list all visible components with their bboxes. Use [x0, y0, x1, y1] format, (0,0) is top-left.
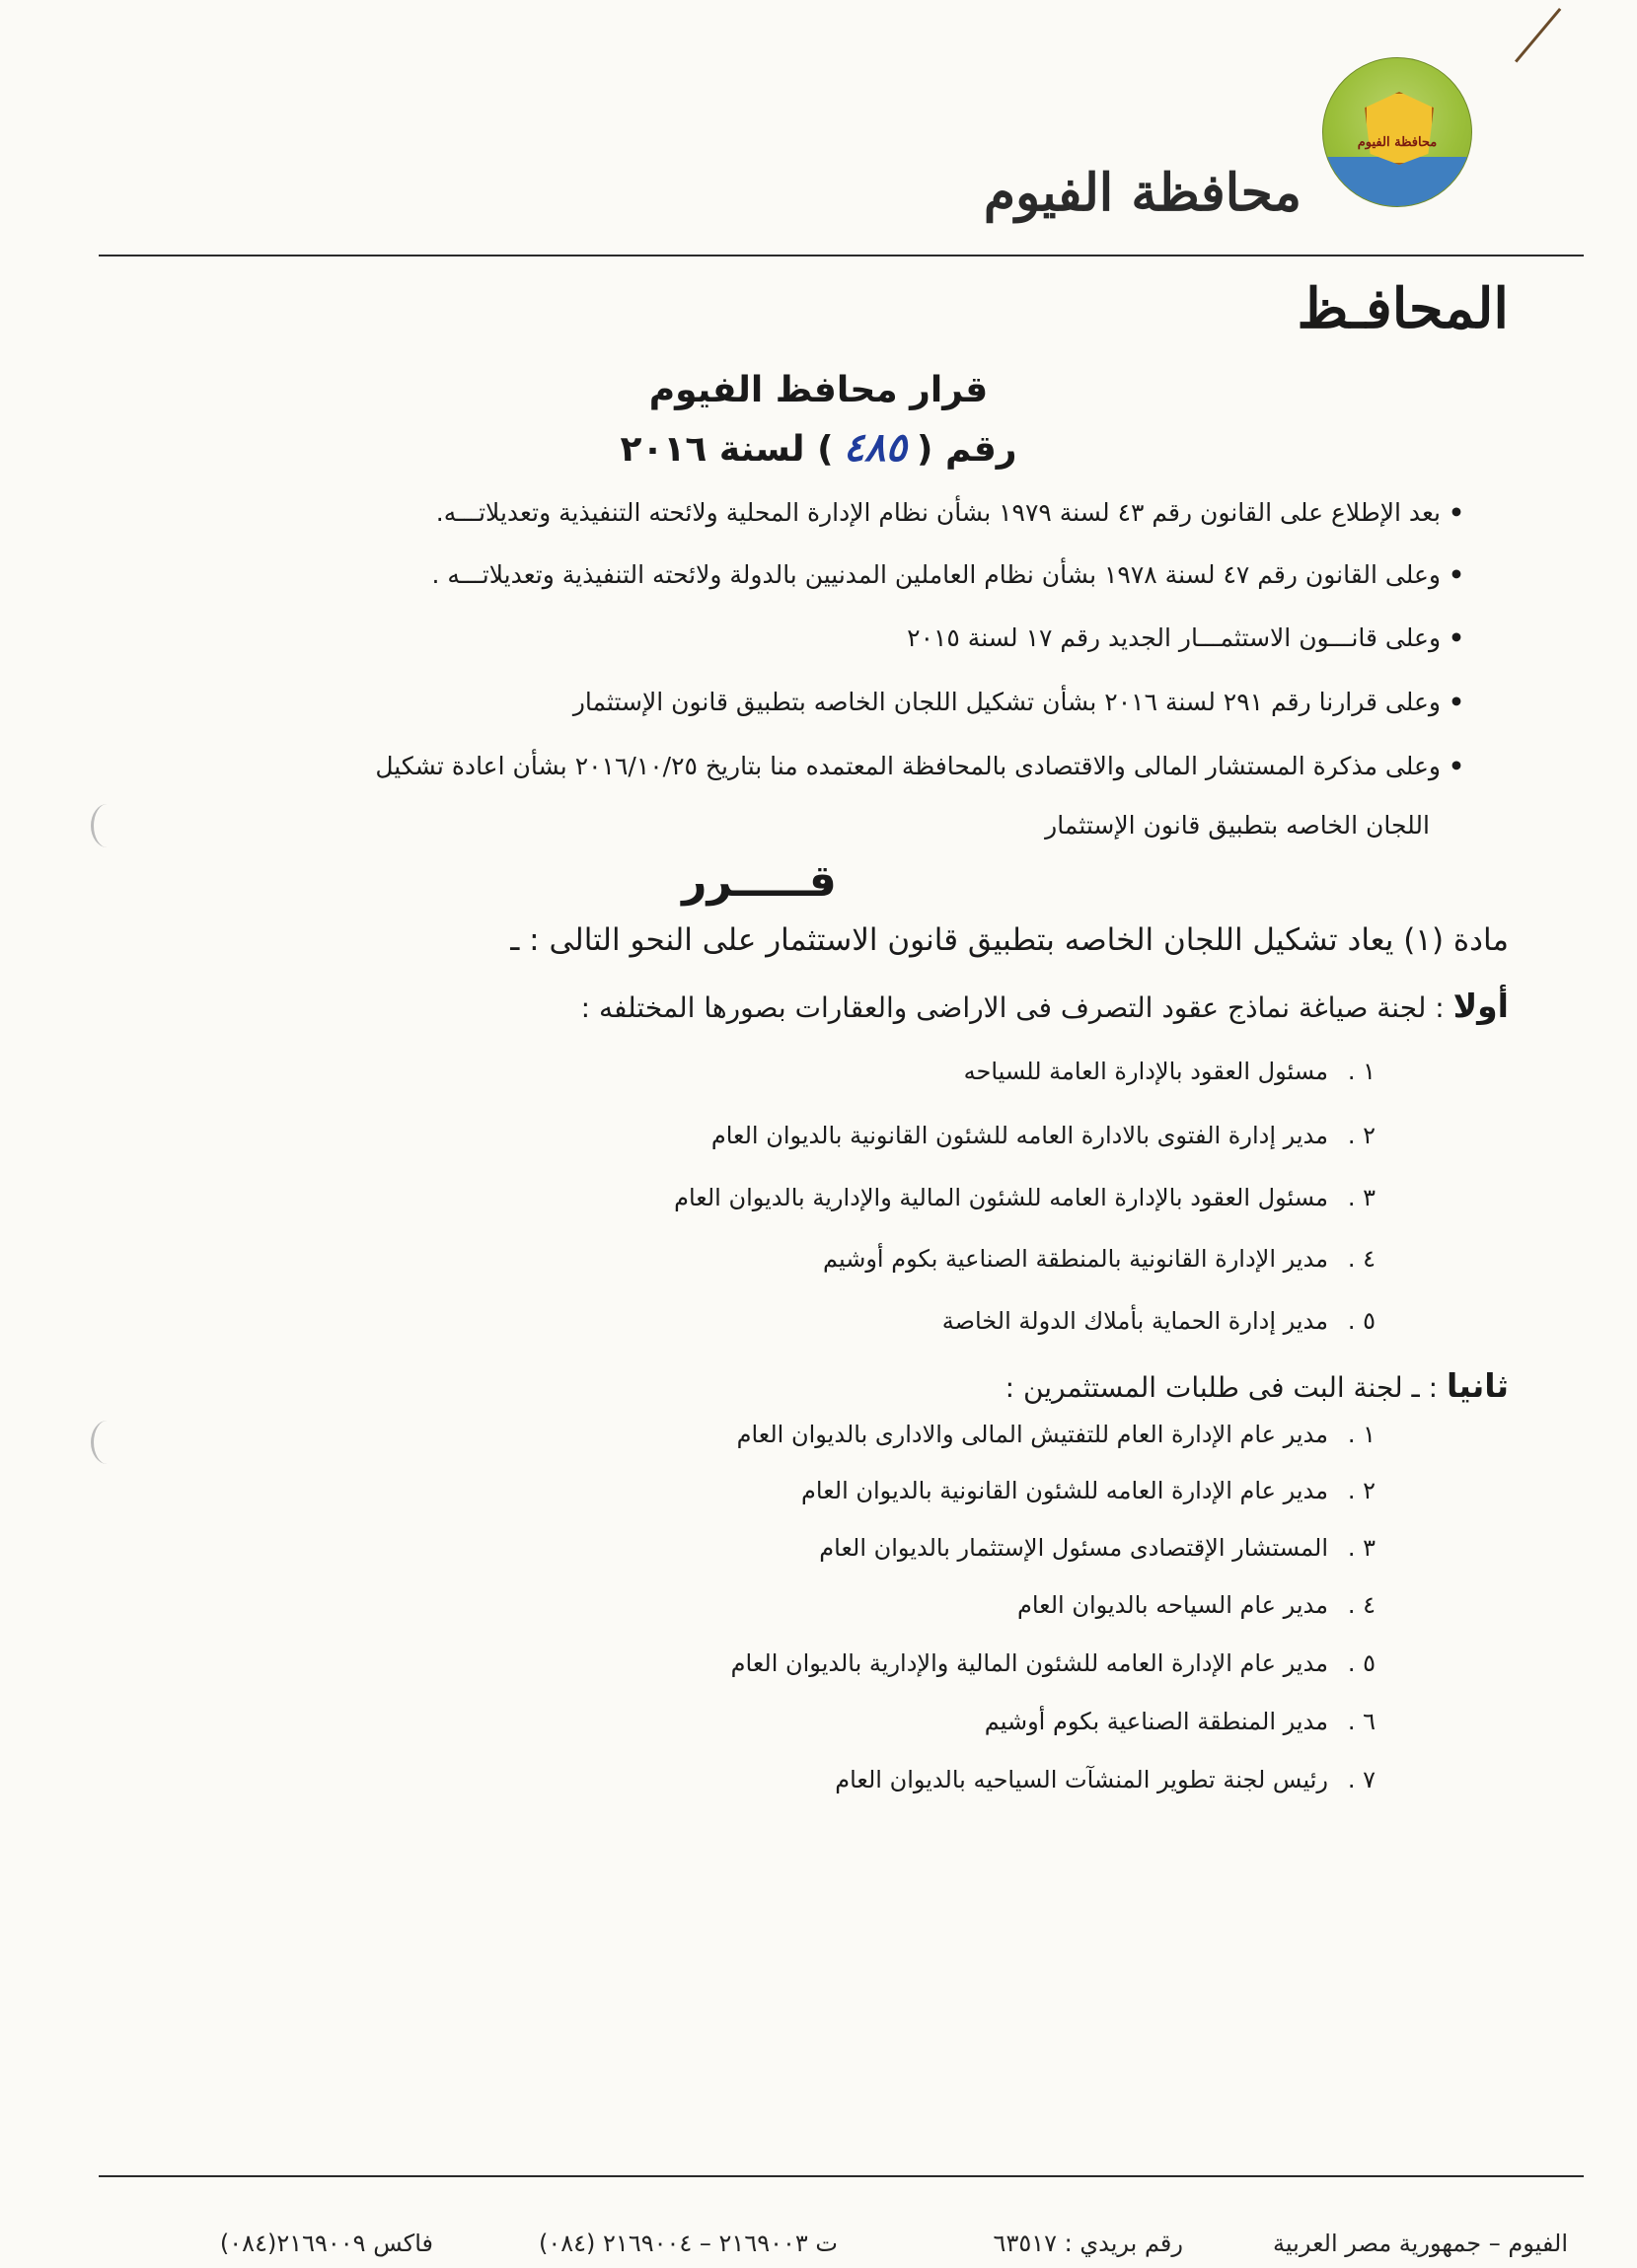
governorate-logo	[1322, 57, 1472, 207]
article-1: مادة (١) يعاد تشكيل اللجان الخاصه بتطبيق قانون الاستثمار على النحو التالى : ـ	[510, 922, 1509, 958]
preamble-line-2: •وعلى القانون رقم ٤٧ لسنة ١٩٧٨ بشأن نظام العاملين المدنيين بالدولة ولائحته التنفيذية وتعديلاتـــه .	[431, 560, 1464, 589]
footer-rule	[99, 2175, 1584, 2177]
decree-number-prefix: رقم (	[917, 429, 1017, 470]
pen-mark	[1515, 8, 1561, 63]
list-item: ٤ .مدير عام السياحه بالديوان العام	[1016, 1591, 1376, 1619]
preamble-line-4: •وعلى قرارنا رقم ٢٩١ لسنة ٢٠١٦ بشأن تشكيل اللجان الخاصه بتطبيق قانون الإستثمار	[572, 688, 1464, 716]
section-first-label: أولا	[1452, 987, 1509, 1025]
list-item: ٥ .مدير عام الإدارة العامه للشئون المالية والإدارية بالديوان العام	[730, 1649, 1376, 1677]
office-title: المحافـظ	[1297, 276, 1509, 341]
preamble-line-1: •بعد الإطلاع على القانون رقم ٤٣ لسنة ١٩٧٩ بشأن نظام الإدارة المحلية ولائحته التنفيذية وتعديلاتـــه.	[435, 498, 1464, 527]
list-item: ٣ .المستشار الإقتصادى مسئول الإستثمار بالديوان العام	[819, 1534, 1376, 1562]
preamble-line-3: •وعلى قانـــون الاستثمـــار الجديد رقم ١٧ لسنة ٢٠١٥	[907, 623, 1464, 652]
logo-shield-icon	[1365, 92, 1434, 165]
footer-fax: فاكس ٢١٦٩٠٠٩(٠٨٤)	[219, 2230, 433, 2257]
list-item: ٦ .مدير المنطقة الصناعية بكوم أوشيم	[984, 1708, 1376, 1735]
decree-number-line	[0, 424, 1637, 471]
decree-number-suffix: ) لسنة ٢٠١٦	[620, 429, 834, 470]
section-first-heading: أولا : لجنة صياغة نماذج عقود التصرف فى الاراضى والعقارات بصورها المختلفه :	[580, 987, 1509, 1025]
preamble-line-5-cont: اللجان الخاصه بتطبيق قانون الإستثمار	[1045, 811, 1430, 840]
punch-hole	[91, 804, 123, 847]
list-item: ٢ .مدير عام الإدارة العامه للشئون القانونية بالديوان العام	[801, 1477, 1376, 1504]
governorate-name: محافظة الفيوم	[983, 163, 1302, 223]
list-item: ٥ .مدير إدارة الحماية بأملاك الدولة الخاصة	[941, 1307, 1376, 1335]
preamble-line-5: •وعلى مذكرة المستشار المالى والاقتصادى بالمحافظة المعتمده منا بتاريخ ٢٠١٦/١٠/٢٥ بشأن اعادة تشكيل	[375, 752, 1464, 780]
decree-title: قرار محافظ الفيوم	[648, 370, 989, 410]
footer-phone: ت ٢١٦٩٠٠٣ – ٢١٦٩٠٠٤ (٠٨٤)	[538, 2230, 838, 2257]
footer-postal: رقم بريدي : ٦٣٥١٧	[993, 2230, 1183, 2257]
decided-heading: قـــــرر	[682, 856, 837, 907]
section-second-heading: ثانيا : ـ لجنة البت فى طلبات المستثمرين :	[1005, 1366, 1509, 1405]
section-second-label: ثانيا	[1446, 1366, 1509, 1405]
list-item: ١ .مسئول العقود بالإدارة العامة للسياحه	[963, 1058, 1376, 1085]
list-item: ١ .مدير عام الإدارة العام للتفتيش المالى والادارى بالديوان العام	[736, 1421, 1376, 1448]
list-item: ٤ .مدير الإدارة القانونية بالمنطقة الصناعية بكوم أوشيم	[823, 1245, 1376, 1273]
list-item: ٢ .مدير إدارة الفتوى بالادارة العامه للشئون القانونية بالديوان العام	[710, 1122, 1376, 1149]
logo-label: محافظة الفيوم	[1357, 135, 1438, 150]
punch-hole	[91, 1421, 123, 1464]
header-rule	[99, 255, 1584, 256]
list-item: ٧ .رئيس لجنة تطوير المنشآت السياحيه بالديوان العام	[835, 1766, 1376, 1793]
footer-address: الفيوم – جمهورية مصر العربية	[1273, 2230, 1568, 2257]
decree-number-handwritten: ٤٨٥	[843, 424, 908, 471]
logo-water	[1323, 157, 1471, 206]
list-item: ٣ .مسئول العقود بالإدارة العامه للشئون المالية والإدارية بالديوان العام	[674, 1184, 1376, 1211]
